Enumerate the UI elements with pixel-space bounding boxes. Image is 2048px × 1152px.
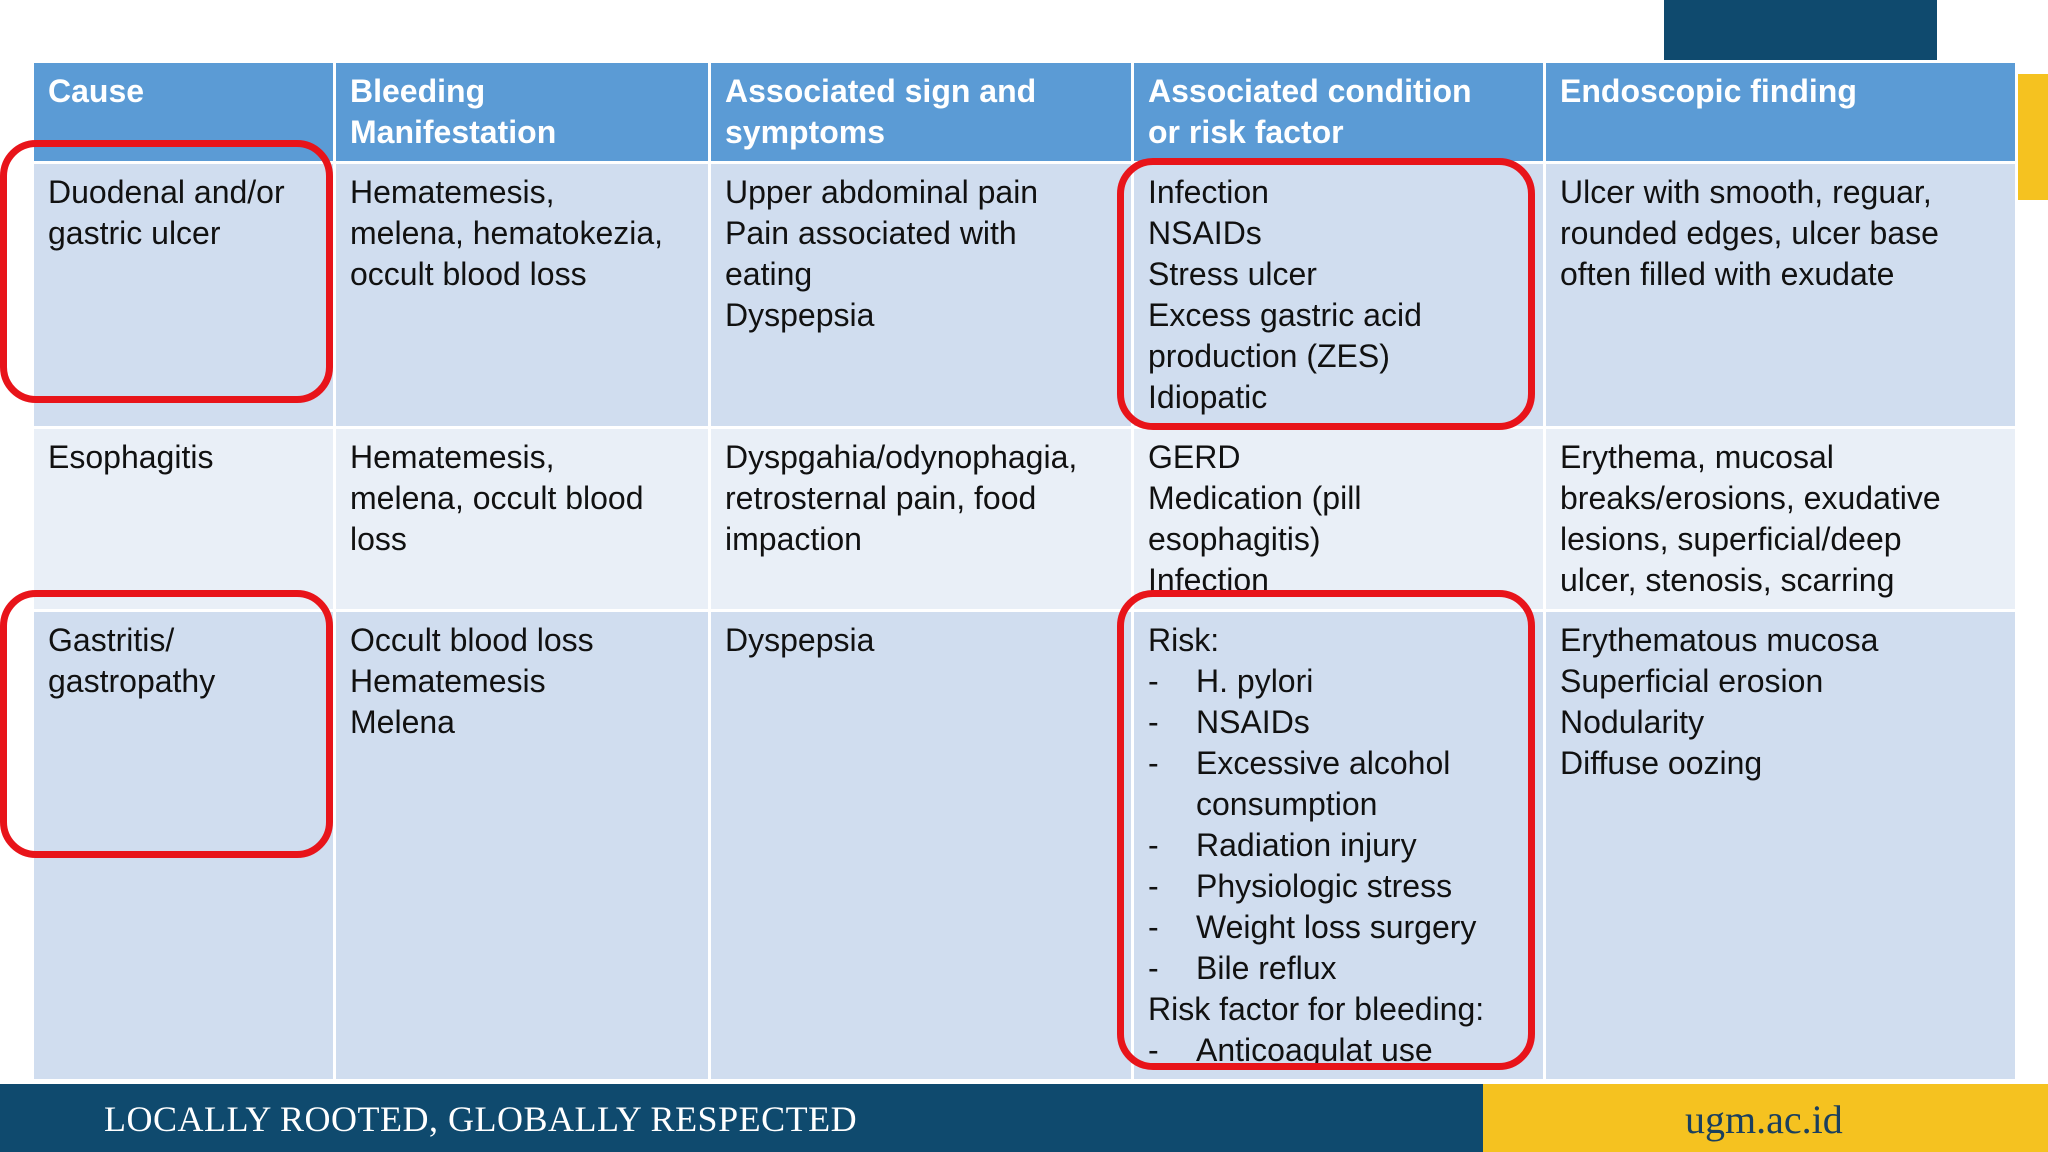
footer-bar [0, 1084, 2048, 1152]
list-item: - Excessive alcohol [1148, 745, 1451, 781]
cell-line: Infection [1148, 174, 1269, 210]
cell-signs [710, 611, 1133, 1081]
list-item-continuation: consumption [1196, 786, 1378, 822]
cell-line: Diffuse oozing [1560, 745, 1763, 781]
cell-line: Dyspepsia [725, 297, 875, 333]
cell-endoscopic [1545, 428, 2017, 611]
header-bleeding: Bleeding Manifestation [335, 62, 710, 163]
cell-line: often filled with exudate [1560, 256, 1895, 292]
cell-line: Hematemesis [350, 663, 546, 699]
highlight-ulcer-cause [0, 140, 333, 403]
cell-line: Melena [350, 704, 455, 740]
cell-line: Idiopatic [1148, 379, 1268, 415]
side-accent [2016, 74, 2048, 200]
cell-line: Gastritis/ [48, 622, 175, 658]
cell-line: Erythematous mucosa [1560, 622, 1879, 658]
footer-left [0, 1084, 1483, 1152]
list-item: - Weight loss surgery [1148, 909, 1477, 945]
cell-line: Nodularity [1560, 704, 1705, 740]
list-item: - NSAIDs [1148, 704, 1310, 740]
cell-line: NSAIDs [1148, 215, 1262, 251]
footer-website[interactable]: ugm.ac.id [1685, 1097, 1843, 1142]
cell-line: Duodenal and/or [48, 174, 285, 210]
cell-line: Medication (pill [1148, 480, 1362, 516]
footer-tagline: LOCALLY ROOTED, GLOBALLY RESPECTED [104, 1099, 858, 1139]
list-item: - Physiologic stress [1148, 868, 1453, 904]
cell-endoscopic [1545, 611, 2017, 1081]
cell-bleeding [335, 428, 710, 611]
header-row [33, 62, 2017, 163]
cell-line: Pain associated with [725, 215, 1017, 251]
list-item: - Bile reflux [1148, 950, 1337, 986]
cell-line: production (ZES) [1148, 338, 1390, 374]
cell-line: Hematemesis, [350, 439, 555, 475]
cell-endoscopic [1545, 163, 2017, 428]
logo-tab [1664, 0, 1937, 61]
cell-bleeding [335, 611, 710, 1081]
cell-line: breaks/erosions, exudative [1560, 480, 1941, 516]
cell-line: gastropathy [48, 663, 216, 699]
cell-line: occult blood loss [350, 256, 587, 292]
header-cause: Cause [33, 62, 335, 163]
cell-bleeding [335, 163, 710, 428]
cell-line: gastric ulcer [48, 215, 221, 251]
list-item: - Radiation injury [1148, 827, 1417, 863]
risk-bleeding-heading: Risk factor for bleeding: [1148, 991, 1485, 1027]
header-condition: Associated condition or risk factor [1133, 62, 1545, 163]
cell-line: lesions, superficial/deep [1560, 521, 1902, 557]
list-item: - Anticoagulat use [1148, 1032, 1433, 1068]
cell-line: Dyspgahia/odynophagia, [725, 439, 1078, 475]
cell-line: loss [350, 521, 407, 557]
cell-line: impaction [725, 521, 862, 557]
cell-line: melena, occult blood [350, 480, 644, 516]
cell-condition [1133, 428, 1545, 611]
cell-line: Superficial erosion [1560, 663, 1824, 699]
highlight-ulcer-condition [1117, 158, 1535, 430]
cell-line: GERD [1148, 439, 1241, 475]
cell-line: Dyspepsia [725, 622, 875, 658]
cell-line: Erythema, mucosal [1560, 439, 1834, 475]
cell-line: Ulcer with smooth, reguar, [1560, 174, 1932, 210]
cell-line: Hematemesis, [350, 174, 555, 210]
cell-line: Infection [1148, 562, 1269, 598]
cell-line: retrosternal pain, food [725, 480, 1037, 516]
cell-cause [33, 428, 335, 611]
cell-line: esophagitis) [1148, 521, 1321, 557]
header-signs: Associated sign and symptoms [710, 62, 1133, 163]
risk-heading: Risk: [1148, 622, 1220, 658]
cell-line: ulcer, stenosis, scarring [1560, 562, 1895, 598]
cell-signs [710, 163, 1133, 428]
cell-line: Upper abdominal pain [725, 174, 1039, 210]
cell-line: rounded edges, ulcer base [1560, 215, 1939, 251]
header-endoscopic: Endoscopic finding [1545, 62, 2017, 163]
cell-line: eating [725, 256, 813, 292]
cell-line: Excess gastric acid [1148, 297, 1422, 333]
footer-right [1483, 1084, 2048, 1152]
cell-line: Occult blood loss [350, 622, 594, 658]
cell-line: Esophagitis [48, 439, 214, 475]
cell-line: melena, hematokezia, [350, 215, 664, 251]
highlight-gastritis-cause [0, 590, 333, 858]
cell-line: Stress ulcer [1148, 256, 1317, 292]
cell-signs [710, 428, 1133, 611]
highlight-gastritis-condition [1117, 590, 1535, 1070]
table-row [33, 428, 2017, 611]
list-item: - H. pylori [1148, 663, 1314, 699]
